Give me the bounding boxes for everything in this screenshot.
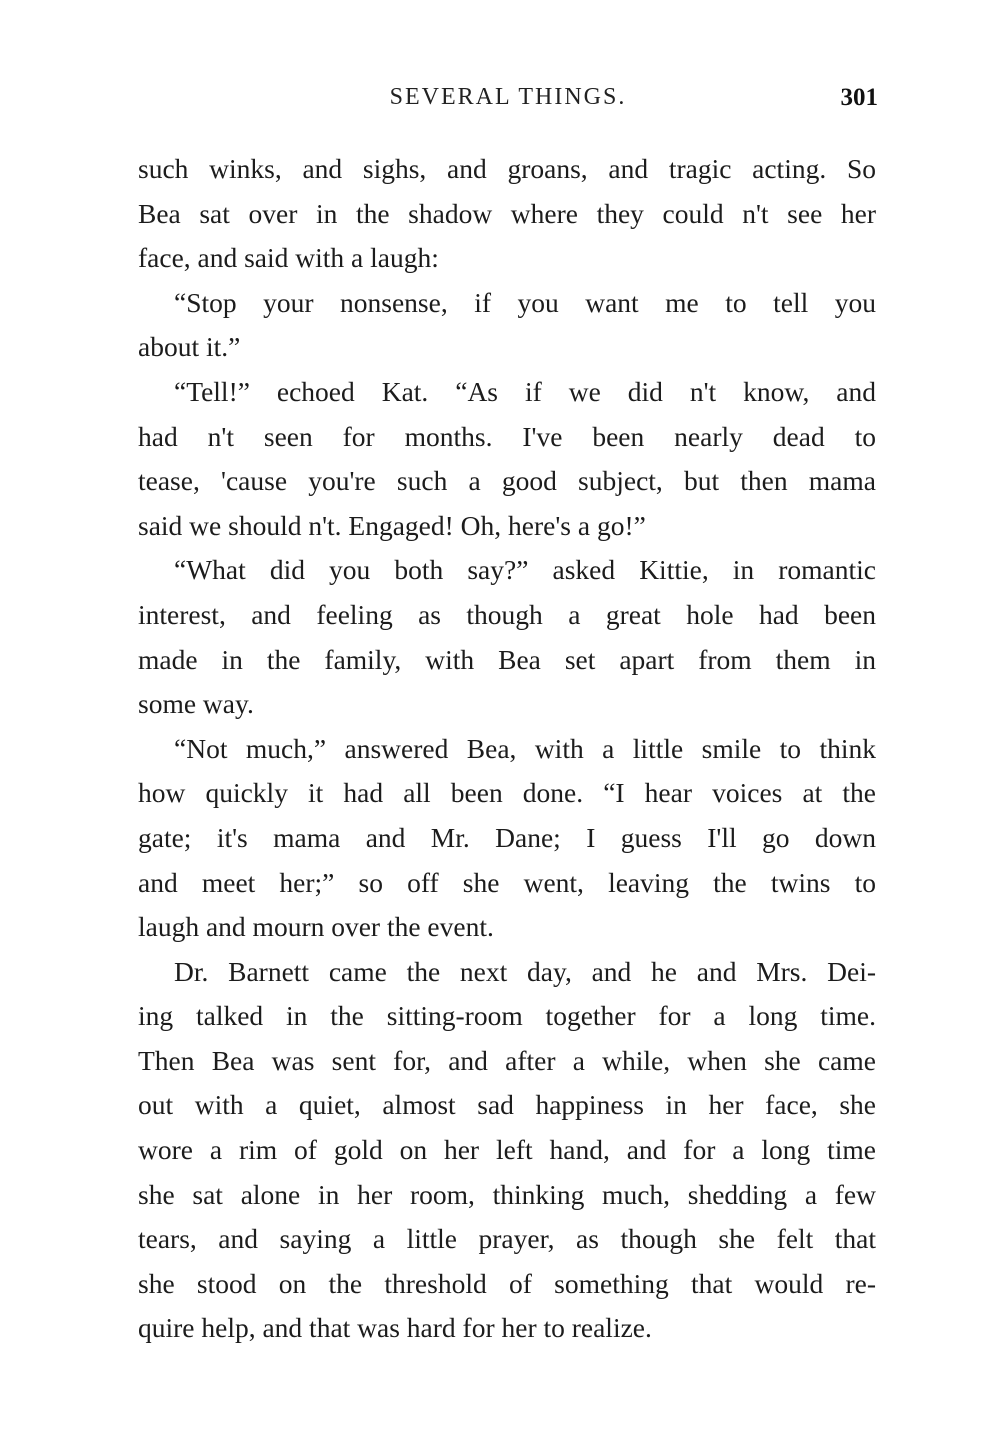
body-text xyxy=(138,147,876,1351)
text-line: wore a rim of gold on her left hand, and for a long time xyxy=(138,1134,876,1166)
text-line: face, and said with a laugh: xyxy=(138,242,439,274)
page-number: 301 xyxy=(840,84,878,111)
text-line: made in the family, with Bea set apart from them in xyxy=(138,643,876,675)
text-line: such winks, and sighs, and groans, and tragic acting. So xyxy=(138,153,876,184)
running-title: SEVERAL THINGS. xyxy=(389,84,627,110)
text-line: tears, and saying a little prayer, as though she felt that xyxy=(138,1223,876,1255)
text-line: quire help, and that was hard for her to realize. xyxy=(138,1312,652,1344)
text-line: she sat alone in her room, thinking much, shedding a few xyxy=(138,1178,876,1210)
paragraph xyxy=(138,727,876,950)
text-line: some way. xyxy=(138,688,254,720)
text-line: “What did you both say?” asked Kittie, in romantic xyxy=(174,554,876,586)
text-line: Dr. Barnett came the next day, and he and Mrs. Dei- xyxy=(174,955,876,987)
text-line: “Not much,” answered Bea, with a little smile to think xyxy=(174,732,876,764)
text-line: had n't seen for months. I've been nearly dead to xyxy=(138,420,876,452)
text-line: laugh and mourn over the event. xyxy=(138,911,494,943)
text-line: gate; it's mama and Mr. Dane; I guess I'll go down xyxy=(138,821,876,853)
text-line: Bea sat over in the shadow where they could n't see her xyxy=(138,197,876,229)
text-line: how quickly it had all been done. “I hear voices at the xyxy=(138,777,876,809)
text-line: said we should n't. Engaged! Oh, here's a go!” xyxy=(138,509,646,541)
paragraph xyxy=(138,548,876,726)
text-line: ing talked in the sitting-room together for a long time. xyxy=(138,1000,876,1032)
text-line: and meet her;” so off she went, leaving the twins to xyxy=(138,866,876,898)
text-line: Then Bea was sent for, and after a while, when she came xyxy=(138,1044,876,1076)
running-head xyxy=(138,84,878,118)
paragraph xyxy=(138,147,876,281)
text-line: out with a quiet, almost sad happiness in her face, she xyxy=(138,1089,876,1121)
text-line: “Tell!” echoed Kat. “As if we did n't know, and xyxy=(174,375,876,407)
paragraph xyxy=(138,950,876,1351)
text-line: tease, 'cause you're such a good subject, but then mama xyxy=(138,465,876,497)
paragraph xyxy=(138,281,876,370)
paragraph xyxy=(138,370,876,548)
text-line: “Stop your nonsense, if you want me to tell you xyxy=(174,286,876,318)
text-line: about it.” xyxy=(138,331,241,363)
text-line: interest, and feeling as though a great hole had been xyxy=(138,598,876,630)
text-line: she stood on the threshold of something that would re- xyxy=(138,1267,876,1299)
